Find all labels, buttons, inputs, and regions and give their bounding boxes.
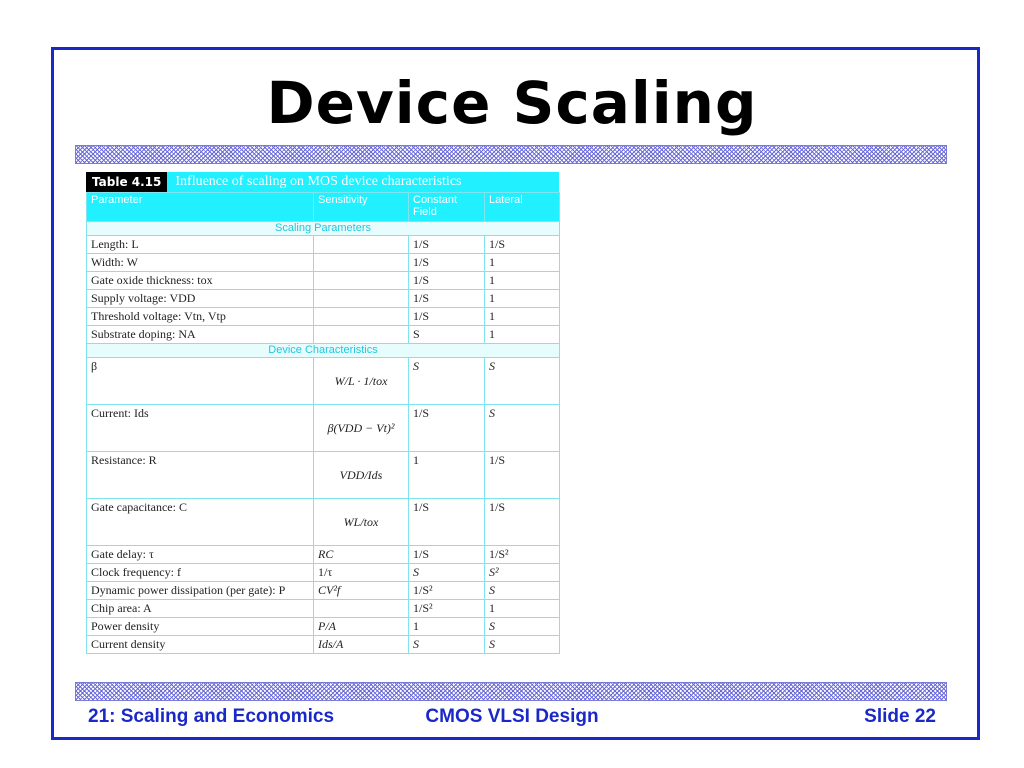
cell-constant-field: 1 xyxy=(409,618,485,636)
cell-sensitivity-formula: W/L · 1/tox xyxy=(314,358,409,405)
table-row xyxy=(87,564,560,582)
cell-lateral: 1/S xyxy=(485,499,560,546)
table-row xyxy=(87,308,560,326)
footer-course-topic: 21: Scaling and Economics xyxy=(88,706,335,727)
cell-lateral: 1 xyxy=(485,600,560,618)
cell-lateral: 1/S xyxy=(485,452,560,499)
cell-sensitivity xyxy=(314,272,409,290)
cell-constant-field: 1/S xyxy=(409,236,485,254)
table-row xyxy=(87,254,560,272)
cell-sensitivity-formula: VDD/Ids xyxy=(314,452,409,499)
cell-constant-field: 1/S² xyxy=(409,582,485,600)
cell-lateral: 1 xyxy=(485,326,560,344)
section-row xyxy=(87,222,560,236)
table-row xyxy=(87,618,560,636)
cell-parameter: Current density xyxy=(87,636,314,654)
cell-parameter: Chip area: A xyxy=(87,600,314,618)
cell-lateral: S xyxy=(485,618,560,636)
cell-lateral: S xyxy=(485,358,560,405)
cell-constant-field: 1/S xyxy=(409,499,485,546)
cell-lateral: S xyxy=(485,636,560,654)
cell-parameter: Resistance: R xyxy=(87,452,314,499)
bottom-hatch-bar xyxy=(76,683,946,700)
cell-sensitivity: P/A xyxy=(314,618,409,636)
cell-lateral: 1 xyxy=(485,254,560,272)
table-row xyxy=(87,290,560,308)
cell-parameter: Power density xyxy=(87,618,314,636)
footer-slide-number: Slide 22 xyxy=(864,706,936,727)
scaling-table xyxy=(86,172,559,654)
table-body xyxy=(86,192,560,654)
section-scaling-parameters: Scaling Parameters xyxy=(87,222,560,236)
cell-constant-field: S xyxy=(409,636,485,654)
cell-lateral: 1 xyxy=(485,290,560,308)
table-caption-text: Influence of scaling on MOS device characteristics xyxy=(175,174,462,189)
table-row xyxy=(87,452,560,499)
cell-lateral: S xyxy=(485,582,560,600)
header-lateral: Lateral xyxy=(485,193,560,222)
cell-sensitivity: 1/τ xyxy=(314,564,409,582)
cell-sensitivity: CV²f xyxy=(314,582,409,600)
cell-sensitivity xyxy=(314,600,409,618)
table-row xyxy=(87,499,560,546)
footer-course-name: CMOS VLSI Design xyxy=(425,706,599,727)
table-row xyxy=(87,405,560,452)
cell-lateral: S xyxy=(485,405,560,452)
header-sensitivity: Sensitivity xyxy=(314,193,409,222)
cell-constant-field: 1/S xyxy=(409,546,485,564)
cell-parameter: Clock frequency: f xyxy=(87,564,314,582)
table-caption xyxy=(86,172,559,192)
table-row xyxy=(87,326,560,344)
table-row xyxy=(87,358,560,405)
cell-parameter: Gate delay: τ xyxy=(87,546,314,564)
cell-lateral: S² xyxy=(485,564,560,582)
slide-title: Device Scaling xyxy=(266,69,758,137)
cell-parameter: Gate capacitance: C xyxy=(87,499,314,546)
table-row xyxy=(87,546,560,564)
cell-lateral: 1 xyxy=(485,308,560,326)
cell-lateral: 1 xyxy=(485,272,560,290)
top-hatch-bar xyxy=(76,146,946,163)
table-row xyxy=(87,636,560,654)
cell-constant-field: S xyxy=(409,326,485,344)
cell-sensitivity xyxy=(314,290,409,308)
section-device-characteristics: Device Characteristics xyxy=(87,344,560,358)
cell-sensitivity xyxy=(314,326,409,344)
cell-sensitivity: Ids/A xyxy=(314,636,409,654)
cell-parameter: Supply voltage: VDD xyxy=(87,290,314,308)
cell-constant-field: 1/S xyxy=(409,272,485,290)
table-row xyxy=(87,236,560,254)
cell-parameter: Threshold voltage: Vtn, Vtp xyxy=(87,308,314,326)
cell-parameter: Gate oxide thickness: tox xyxy=(87,272,314,290)
table-row xyxy=(87,600,560,618)
cell-sensitivity-formula: WL/tox xyxy=(314,499,409,546)
cell-constant-field: 1 xyxy=(409,452,485,499)
cell-sensitivity: RC xyxy=(314,546,409,564)
table-row xyxy=(87,582,560,600)
header-parameter: Parameter xyxy=(87,193,314,222)
table-number: Table 4.15 xyxy=(86,172,167,192)
cell-constant-field: 1/S xyxy=(409,290,485,308)
cell-parameter: Current: Ids xyxy=(87,405,314,452)
cell-parameter: Dynamic power dissipation (per gate): P xyxy=(87,582,314,600)
section-row xyxy=(87,344,560,358)
cell-sensitivity-formula: β(VDD − Vt)² xyxy=(314,405,409,452)
header-constant-field: Constant Field xyxy=(409,193,485,222)
table-row xyxy=(87,272,560,290)
cell-sensitivity xyxy=(314,308,409,326)
cell-constant-field: 1/S² xyxy=(409,600,485,618)
cell-constant-field: 1/S xyxy=(409,308,485,326)
cell-sensitivity xyxy=(314,254,409,272)
cell-constant-field: S xyxy=(409,564,485,582)
cell-constant-field: S xyxy=(409,358,485,405)
cell-parameter: Width: W xyxy=(87,254,314,272)
cell-lateral: 1/S xyxy=(485,236,560,254)
cell-constant-field: 1/S xyxy=(409,254,485,272)
cell-parameter: β xyxy=(87,358,314,405)
cell-constant-field: 1/S xyxy=(409,405,485,452)
cell-lateral: 1/S² xyxy=(485,546,560,564)
cell-parameter: Substrate doping: NA xyxy=(87,326,314,344)
cell-parameter: Length: L xyxy=(87,236,314,254)
header-row xyxy=(87,193,560,222)
cell-sensitivity xyxy=(314,236,409,254)
